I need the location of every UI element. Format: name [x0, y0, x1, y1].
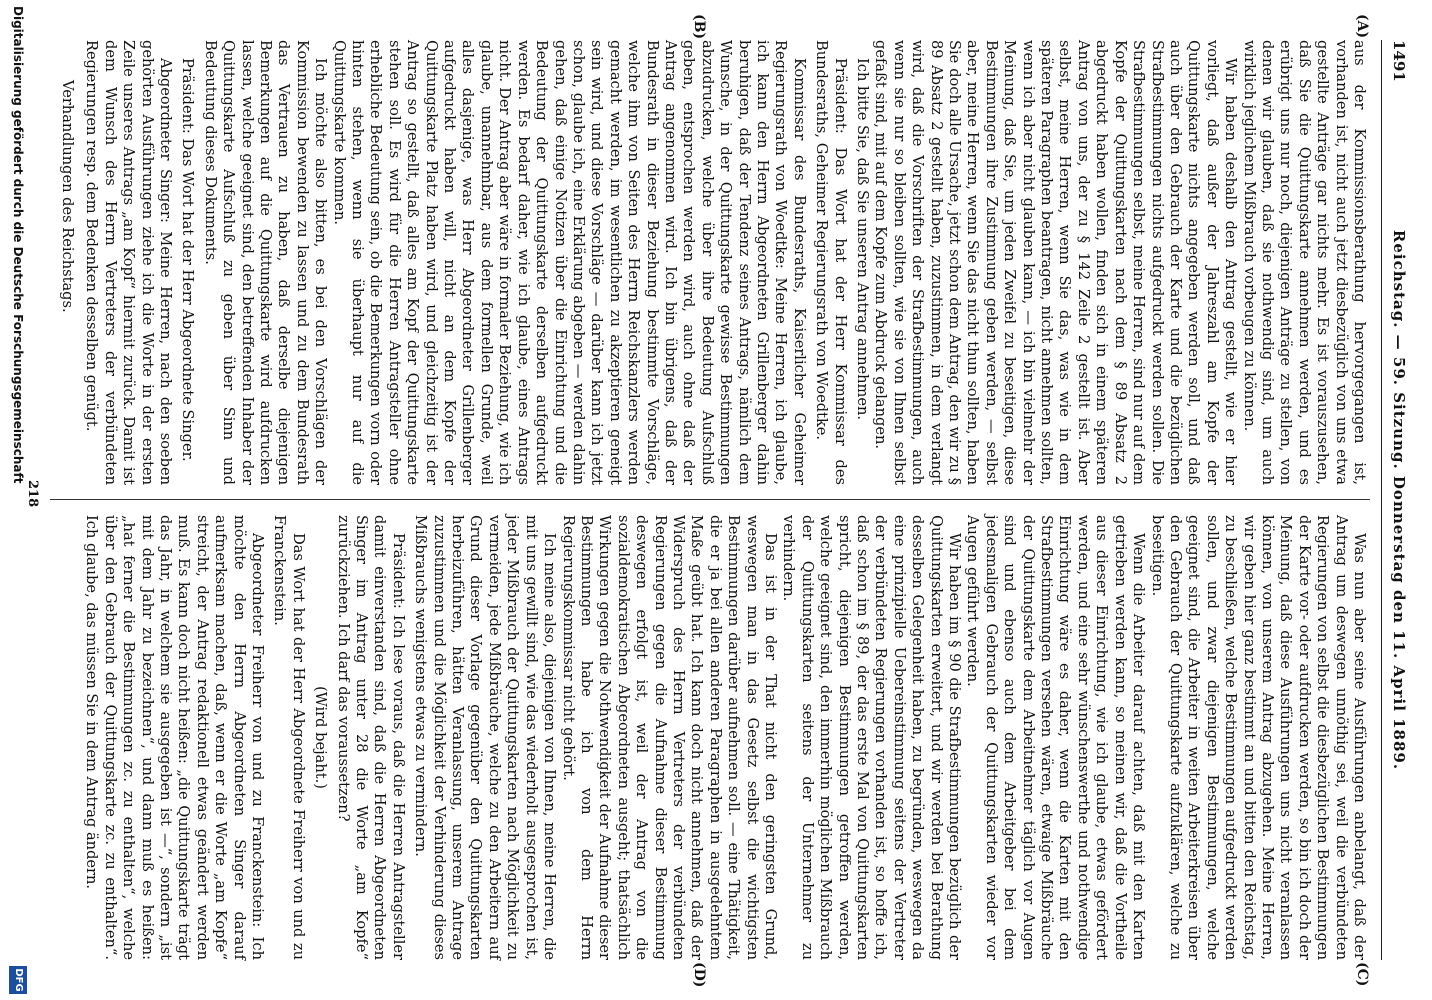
paragraph: Das ist in der That nicht den geringsten Grund, weswegen man in das Gesetz selbst die wichtigsten Bestimmungen darüber aufnehmen soll. — eine Thätigkeit, die er ja bei allen anderen Paragraphen in ausgedehntem Maße geübt hat. Ich kann doch nicht annehmen, daß der Widerspruch des Herrn Vertreters der verbündeten Regierungen gegen die Aufnahme dieser Bestimmung deswegen erfolgt ist, weil der Antrag von die sozialdemokratischen Abgeordneten ausgeht; thatsächlich Wirkungen gegen die Nothwendigkeit der Aufnahme dieser Bestimmungen habe ich von dem Herrn Regierungskommissar nicht gehört.: [559, 515, 779, 960]
margin-mark-d: (D): [691, 962, 707, 988]
paragraph: aus der Kommissionsberathung hervorgegangen ist, vorhanden ist, nicht auch jetzt diesbezüglich von uns etwa gestellte Anträge gar nichts mehr. Es ist vorauszusehen, daß Sie die Quittungskarte annehmen werden, und es erübrigt uns nur noch, diejenigen Anträge zu stellen, von denen wir glauben, daß sie nothwendig sind, um auch wirklich jeglichem Mißbrauch vorbeugen zu können.: [1240, 40, 1368, 485]
margin-mark-b: (B): [691, 14, 707, 40]
page-number: 1491: [1390, 40, 1408, 82]
paragraph: Ich meine also, diejenigen von Ihnen, meine Herren, die mit uns gewillt sind, wie das wiederholt ausgesprochen ist, jeder Mißbrauch der Quittungskarten nach Möglichkeit zu vermeiden, jede Mißbräuche, welche zu den Arbeitern auf Grund dieser Vorlage gegenüber den Quittungskarten herbeizuführen, hätten Veranlassung, unserem Antrage zuzustimmen und die Möglichkeit der Verhinderung dieses Mißbrauchs wenigstens etwas zu vermindern.: [412, 515, 559, 960]
paragraph: Wenn die Arbeiter darauf achten, daß mit den Karten getrieben werden kann, so meinen wir, daß die Vortheile aus dieser Einrichtung, wie ich glaube, etwas gefördert werden, und eine sehr wünschenswerthe und nothwendige Einrichtung wäre es daher, wenn die Karten mit den Strafbestimmungen versehen wären, etwaige Mißbräuche der Quittungskarte dem Arbeitnehmer täglich vor Augen sind und ebenso auch dem Arbeitgeber bei dem jedesmaligen Gebrauch der Quittungskarten wieder vor Augen geführt werden.: [964, 515, 1148, 960]
column-divider: [50, 499, 1370, 500]
right-column: [83, 515, 1368, 960]
margin-mark-a: (A): [1354, 14, 1370, 39]
page-title: Reichstag. — 59. Sitzung. Donnerstag den 11. April 1889.: [1390, 229, 1408, 771]
page-header: [1381, 40, 1412, 960]
paragraph: Wir haben deshalb den Antrag gestellt, wie er hier vorliegt, daß außer der Jahreszahl am Kopfe der Quittungskarte nichts angegeben werden soll, und daß auch über den Gebrauch der Karte und die bezüglichen Strafbestimmungen nichts aufgedruckt werden sollen. Die Strafbestimmungen selbst, meine Herren, sind nur auf dem Kopfe der Quittungskarten nach dem § 89 Absatz 2 abgedruckt haben wollen, finden sich in einem späteren Antrag von uns, der zu § 142 Zeile 2 gestellt ist. Aber selbst, meine Herren, wenn Sie das, was wie in dem späteren Paragraphen beantragen, nicht annehmen sollten, wenn ich aber nicht glauben kann, — ich bin vielmehr der Meinung, daß Sie, um jeden Zweifel zu beseitigen, diese Bestimmungen ihre Zustimmung geben werden, — selbst aber, meine Herren, wenn Sie das nicht thun sollten, haben Sie doch alle Ursache, jetzt schon dem Antrag, den wir zu § 89 Absatz 2 gestellt haben, zuzustimmen, in dem verlangt wird, daß die Vorschriften der Strafbestimmungen, auch wenn sie nur so bleiben sollten, wie sie von Ihnen selbst gefaßt sind, mit auf dem Kopfe zum Abdruck gelangen.: [872, 40, 1240, 485]
margin-mark-c: (C): [1354, 962, 1370, 987]
signature-mark: 218: [25, 480, 40, 508]
paragraph: Präsident: Das Wort hat der Herr Abgeordnete Singer.: [179, 58, 197, 462]
paragraph: Abgeordneter Singer: Meine Herren, nach den soeben gehörten Ausführungen ziehe ich die Worte in der ersten Zeile unseres Antrags „am Kopf“ hiermit zurück. Damit ist dem Wunsch des Herrn Vertreters der verbündeten Regierungen resp. dem Bedenken desselben genügt.: [83, 40, 174, 485]
paragraph: Kommissar des Bundesraths, Kaiserlicher Geheimer Regierungsrath von Woedtke: Meine Herren, ich glaube, ich kann den Herrn Abgeordneten Grillenberger dahin beruhigen, daß der Tendenz seines Antrags, nämlich dem Wunsche, in der Quittungskarte gewisse Bestimmungen abzudrucken, welche über ihre Bedeutung Aufschluß geben, entsprochen werden wird, auch ohne daß der Antrag angenommen wird. Ich bin übrigens, daß der Bundesrath in dieser Beziehung bestimmte Vorschläge, welche ihm von Seiten des Herrn Reichskanzlers werden gemacht werden, im wesentlichen zu akzeptieren geneigt sein wird, und diese Vorschläge — darüber kann ich jetzt schon, glaube ich, eine Erklärung abgeben — werden dahin gehen, daß einige Notizen über die Einrichtung und die Bedeutung der Quittungskarte derselben aufgedruckt werden. Es bedarf daher, wie ich glaube, eines Antrags nicht. Der Antrag aber wäre in formaler Beziehung, wie ich glaube, unannehmbar, aus dem formellen Grunde, weil alles dasjenige, was Herr Abgeordneter Grillenberger aufgedruckt haben will, nicht an dem Kopfe der Quittungskarte Platz haben wird, und gleichzeitig ist der Antrag so gestellt, daß alles am Kopf der Quittungskarte stehen soll. Es wird für die Herren Antragsteller ohne erhebliche Bedeutung sein, ob die Bemerkungen vorn oder hinten stehen, wenn sie überhaupt nur auf die Quittungskarte kommen.: [330, 40, 808, 485]
left-column: [58, 40, 1368, 485]
dfg-logo-icon: DFG: [9, 966, 27, 994]
paragraph: Ich möchte also bitten, es bei den Vorschlägen der Kommission bewenden zu lassen und zu dem Bundesrath das Vertrauen zu haben, daß derselbe diejenigen Bemerkungen auf die Quittungskarte wird aufdrucken lassen, welche geeignet sind, den betreffenden Inhaber der Quittungskarte Aufschluß zu geben über Sinn und Bedeutung dieses Dokuments.: [201, 40, 330, 485]
digitization-footer: [4, 0, 30, 1000]
paragraph: Das Wort hat der Herr Abgeordnete Freiherr von und zu Franckenstein.: [271, 515, 307, 960]
paragraph: Präsident: Ich lese voraus, daß die Herren Antragsteller damit einverstanden sind, daß die Herren Abgeordneten Singer im Antrag unter 28 die Worte „am Kopfe“ zurückziehen. Ich darf das voraussetzen?: [334, 515, 407, 960]
paragraph: Was nun aber seine Ausführungen anbelangt, daß der Antrag um deswegen unnöthig sei, weil die verbündeten Regierungen von selbst die diesbezüglichen Bestimmungen der Karte vor- oder aufdrucken werden, so bin ich doch der Meinung, daß diese Ausführungen uns nicht veranlassen können, von unserem Antrag abzugehen. Meine Herren, wir geben hier ganz bestimmt an und bitten den Reichstag, zu beschließen, welche Bestimmungen aufgedruckt werden sollen, und zwar diejenigen Bestimmungen, welche geeignet sind, die Arbeiter in weiten Arbeiterkreisen über den Gebrauch der Quittungskarte aufzuklären, welche zu beseitigen.: [1148, 515, 1368, 960]
paragraph: Präsident: Das Wort hat der Herr Kommissar des Bundesraths, Geheimer Regierungsrath von Woedtke.: [813, 40, 849, 485]
paragraph: Ich bitte Sie, daß Sie unseren Antrag annehmen.: [854, 58, 872, 421]
page-tail-note: Verhandlungen des Reichstags.: [58, 80, 76, 313]
digitization-note: Digitalisierung gefördert durch die Deutsche Forschungsgemeinschaft: [11, 6, 25, 484]
paragraph: Abgeordneter Freiherr von und zu Franckenstein: Ich möchte den Herrn Abgeordneten Singer darauf aufmerksam machen, daß, wenn er die Worte „am Kopfe“ streicht, der Antrag redaktionell etwas geändert werden muß. Es kann doch nicht heißen: „die Quittungskarte trägt das Jahr, in welchem sie ausgegeben ist —“, sondern „ist mit dem Jahr zu bezeichnen“, und dann muß es heißen: „hat ferner die Bestimmungen zc. zu enthalten“, welche über den Gebrauch der Quittungskarte zc. zu enthalten“. Ich glaube, das müssen Sie in dem Antrag ändern.: [83, 515, 267, 960]
paragraph: Wir haben im § 90 die Strafbestimmungen bezüglich der Quittungskarten erweitert, und wir werden bei Berathung desselben Gelegenheit haben, zu begründen, weswegen da eine prinzipielle Uebereinstimmung seitens der Vertreter der verbündeten Regierungen vorhanden ist, so hoffe ich, daß schon im § 89, der das erste Mal von Quittungskarten spricht, diejenigen Bestimmungen getroffen werden, welche geeignet sind, den immerhin möglichen Mißbrauch der Quittungskarten seitens der Unternehmer zu verhindern.: [780, 515, 964, 960]
paragraph: (Wird bejaht.): [312, 686, 330, 789]
